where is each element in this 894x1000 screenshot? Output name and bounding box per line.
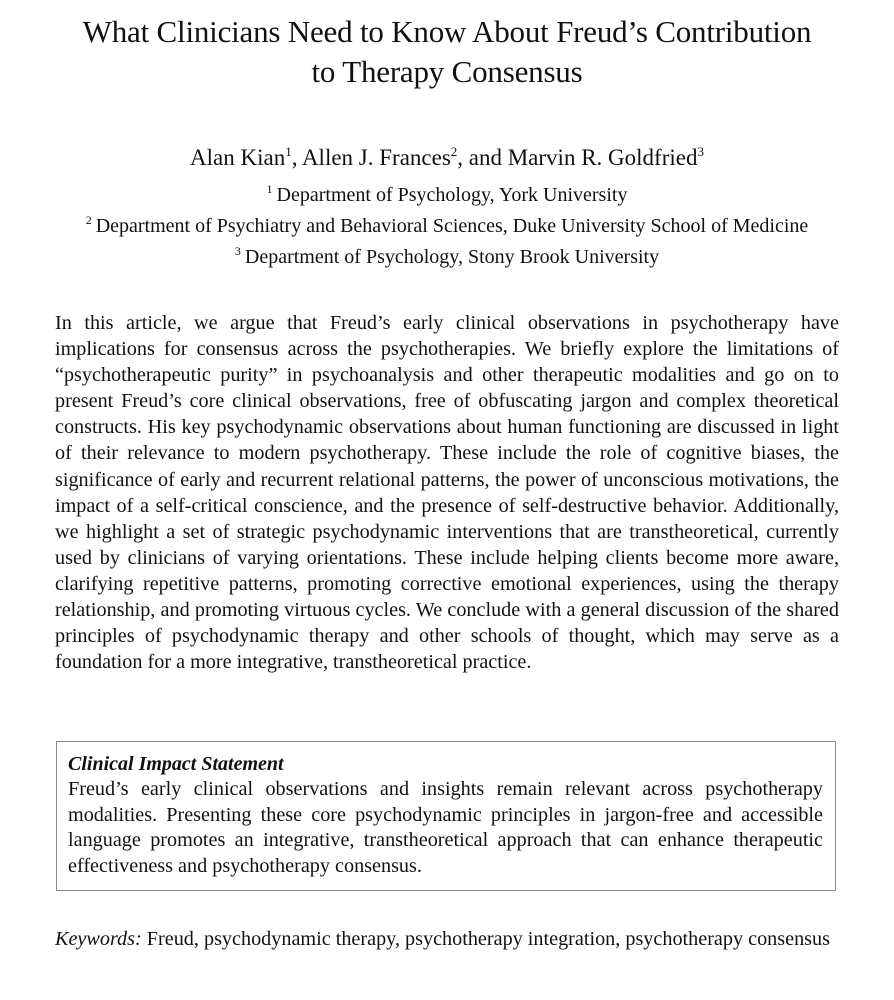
clinical-impact-box [56,741,836,891]
affiliation [0,180,894,210]
author-separator: , and [457,145,508,170]
affiliation [0,242,894,272]
affiliation-text: Department of Psychiatry and Behavioral Sciences, Duke University School of Medicine [95,215,809,237]
author-name: Alan Kian [190,145,286,170]
affiliation [0,211,894,241]
clinical-impact-heading: Clinical Impact Statement [68,753,284,775]
keywords-label: Keywords: [55,928,142,950]
author-list [0,142,894,174]
author-affiliation-mark: 1 [285,144,292,159]
affiliation-text: Department of Psychology, York University [276,184,628,206]
title-line-1: What Clinicians Need to Know About Freud’s Contribution [82,14,812,49]
clinical-impact-text: Freud’s early clinical observations and insights remain relevant across psychotherapy modalities. Presenting these core psychodynamic principles in jargon-free and accessible language promotes an integrative, transtheoretical approach that can enhance therapeutic effectiveness and psychotherapy consensus. [68,778,823,877]
keywords [55,926,839,953]
keywords-text: Freud, psychodynamic therapy, psychotherapy integration, psychotherapy consensus [141,928,830,950]
author-name: Marvin R. Goldfried [507,145,698,170]
abstract: In this article, we argue that Freud’s early clinical observations in psychotherapy have implications for consensus across the psychotherapies. We briefly explore the limitations of “psychotherapeutic purity” in psychoanalysis and other therapeutic modalities and go on to present Freud’s core clinical observations, free of obfuscating jargon and complex theoretical constructs. His key psychodynamic observations about human functioning are discussed in light of their relevance to modern psychotherapy. These include the role of cognitive biases, the significance of early and recurrent relational patterns, the power of unconscious motivations, the impact of a self-critical conscience, and the presence of self-destructive behavior. Additionally, we highlight a set of strategic psychodynamic interventions that are transtheoretical, currently used by clinicians of varying orientations. These include helping clients become more aware, clarifying repetitive patterns, promoting corrective emotional experiences, using the therapy relationship, and promoting virtuous cycles. We conclude with a general discussion of the shared principles of psychodynamic therapy and other schools of thought, which may serve as a foundation for a more integrative, transtheoretical practice. [55,312,839,674]
affiliation-mark: 1 [266,182,273,196]
affiliation-mark: 3 [234,244,241,258]
affiliation-mark: 2 [85,213,92,227]
author-separator: , [291,145,302,170]
affiliation-text: Department of Psychology, Stony Brook University [244,246,660,268]
author-affiliation-mark: 2 [450,144,458,159]
paper-title [0,12,894,92]
author-name: Allen J. Frances [301,145,451,170]
author-affiliation-mark: 3 [697,144,704,159]
title-line-2: to Therapy Consensus [311,54,583,89]
